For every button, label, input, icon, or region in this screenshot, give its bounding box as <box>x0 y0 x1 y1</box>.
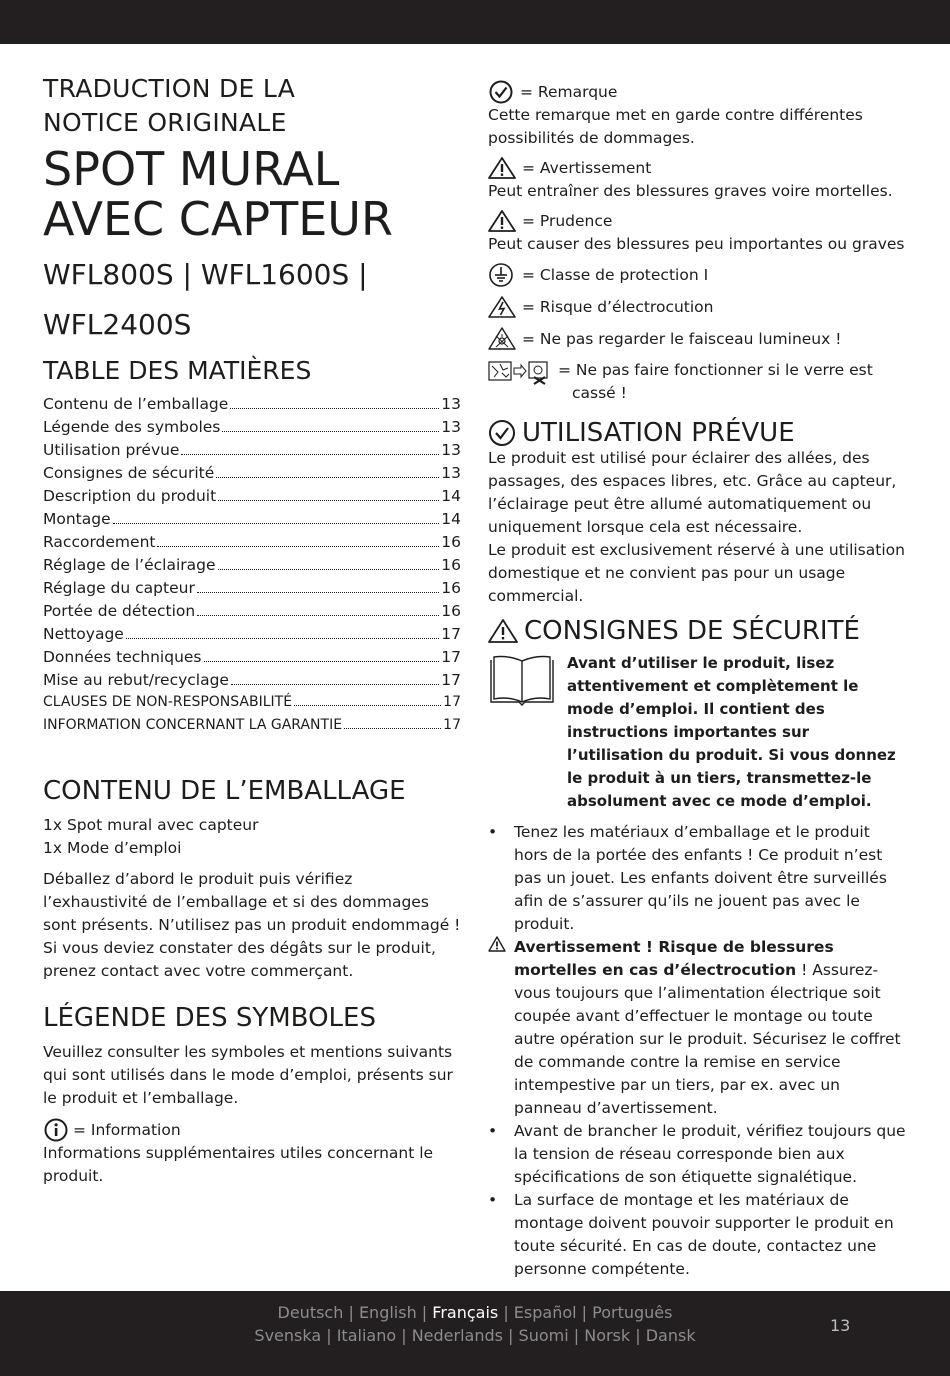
language-separator: | <box>396 1326 412 1345</box>
toc-label: Contenu de l’emballage <box>43 395 229 413</box>
toc-leader-dots <box>222 431 439 432</box>
safety-heading-row <box>488 615 908 646</box>
toc-label: Raccordement <box>43 533 156 551</box>
toc-row[interactable] <box>43 418 461 441</box>
safety-bullet-1: Tenez les matériaux d’emballage et le produit hors de la portée des enfants ! Ce produit n’est pas un jouet. Les enfants doivent être surveillés afin de s’assurer qu’ils ne jouent pas avec le produit. <box>514 823 887 933</box>
info-symbol-row <box>43 1118 461 1142</box>
glass-symbol-row <box>488 359 908 405</box>
usage-text-1: Le produit est utilisé pour éclairer des allées, des passages, des espaces libres, etc. Grâce au capteur, l’éclairage peut être allumé automatiquement ou uniquement lorsque cela est nécessaire. <box>488 449 897 536</box>
toc-page-number: 14 <box>441 487 461 505</box>
toc-leader-dots <box>204 661 440 662</box>
beam-label: = Ne pas regarder le faisceau lumineux ! <box>522 329 842 348</box>
models-line-2: WFL2400S <box>43 308 192 341</box>
open-book-icon <box>488 654 556 708</box>
language-link[interactable]: Español <box>513 1303 577 1322</box>
language-separator: | <box>416 1303 433 1322</box>
toc-page-number: 13 <box>441 418 461 436</box>
read-manual-text: Avant d’utiliser le produit, lisez attentivement et complètement le mode d’emploi. Il contient des instructions importantes sur l’utilisation du produit. Si vous donnez le produit à un tiers, transmettez-le absolument avec ce mode d’emploi. <box>567 654 896 810</box>
language-selector-row-2 <box>0 1326 950 1345</box>
language-separator: | <box>502 1326 519 1345</box>
language-link[interactable]: Nederlands <box>411 1326 503 1345</box>
glass-label-line1: = Ne pas faire fonctionner si le verre est <box>558 361 873 379</box>
contents-item: 1x Spot mural avec capteur <box>43 816 259 834</box>
remark-text: Cette remarque met en garde contre différentes possibilités de dommages. <box>488 106 863 147</box>
usage-heading: UTILISATION PRÉVUE <box>522 417 795 448</box>
contents-text: Déballez d’abord le produit puis vérifiez l’exhaustivité de l’emballage et si des dommages sont présents. N’utilisez pas un produit endommagé ! Si vous deviez constater des dégâts sur le produit, prenez contact avec votre commerçant. <box>43 870 461 980</box>
toc-row[interactable] <box>43 464 461 487</box>
check-circle-icon <box>488 80 516 104</box>
toc-heading: TABLE DES MATIÈRES <box>43 356 312 385</box>
toc-page-number: 16 <box>441 533 461 551</box>
broken-glass-icon <box>488 359 552 385</box>
electric-shock-icon <box>488 295 518 319</box>
list-item: • Tenez les matériaux d’emballage et le produit hors de la portée des enfants ! Ce produit n’est pas un jouet. Les enfants doivent être surveillés afin de s’assurer qu’ils ne jouent pas avec le produit. <box>488 823 887 933</box>
top-bar <box>0 0 950 44</box>
title-line-1: SPOT MURAL <box>43 142 340 196</box>
usage-text-2: Le produit est exclusivement réservé à une utilisation domestique et ne convient pas pour un usage commercial. <box>488 541 905 605</box>
toc-page-number: 17 <box>441 648 461 666</box>
warning-text: Peut entraîner des blessures graves voire mortelles. <box>488 182 893 200</box>
toc-label: Consignes de sécurité <box>43 464 215 482</box>
product-title <box>43 144 461 244</box>
toc-row[interactable] <box>43 625 461 648</box>
toc-leader-dots <box>230 408 439 409</box>
toc-page-number: 16 <box>441 602 461 620</box>
ground-protection-icon <box>488 262 518 288</box>
toc-page-number: 17 <box>441 625 461 643</box>
electro-label: = Risque d’électrocution <box>522 297 714 316</box>
contents-heading: CONTENU DE L’EMBALLAGE <box>43 776 406 806</box>
toc-leader-dots <box>113 523 440 524</box>
usage-heading-row <box>488 419 908 447</box>
info-label: = Information <box>73 1120 181 1139</box>
toc-label: Légende des symboles <box>43 418 221 436</box>
title-line-2: AVEC CAPTEUR <box>43 192 393 246</box>
language-separator: | <box>498 1303 514 1322</box>
toc-row[interactable] <box>43 648 461 671</box>
language-link[interactable]: Italiano <box>336 1326 397 1345</box>
toc-row[interactable] <box>43 556 461 579</box>
toc-label: INFORMATION CONCERNANT LA GARANTIE <box>43 717 343 733</box>
language-link[interactable]: Deutsch <box>277 1303 344 1322</box>
language-separator: | <box>321 1326 337 1345</box>
info-icon <box>43 1118 69 1142</box>
no-stare-beam-icon <box>488 326 518 352</box>
toc-leader-dots <box>218 569 440 570</box>
toc-leader-dots <box>216 477 439 478</box>
legend-heading: LÉGENDE DES SYMBOLES <box>43 1003 376 1033</box>
language-separator: | <box>343 1303 359 1322</box>
page-number: 13 <box>830 1316 851 1335</box>
list-item: • La surface de montage et les matériaux de montage doivent pouvoir supporter le produit en toute sécurité. En cas de doute, contactez une personne compétente. <box>488 1191 894 1278</box>
toc-page-number: 16 <box>441 579 461 597</box>
toc-leader-dots <box>181 454 439 455</box>
language-link[interactable]: English <box>358 1303 417 1322</box>
toc-row[interactable] <box>43 510 461 533</box>
models-line-1: WFL800S | WFL1600S | <box>43 258 368 291</box>
info-text: Informations supplémentaires utiles concernant le produit. <box>43 1144 434 1185</box>
warning-triangle-icon <box>488 156 518 180</box>
toc-label: Réglage de l’éclairage <box>43 556 216 574</box>
toc-row[interactable] <box>43 671 461 694</box>
toc-page-number: 17 <box>443 694 461 710</box>
safety-warning-text: ! Assurez-vous toujours que l’alimentation électrique soit coupée avant d’effectuer le montage ou toute autre opération sur le produit. Sécurisez le coffret de commande contre la remise en service intempestive par un tiers, par ex. avec un panneau d’avertissement. <box>514 961 901 1117</box>
table-of-contents <box>43 395 461 740</box>
electro-symbol-row <box>488 295 908 319</box>
remark-symbol-row <box>488 80 908 104</box>
document-kicker: TRADUCTION DE LA NOTICE ORIGINALE <box>43 74 296 137</box>
language-link[interactable]: Português <box>592 1303 673 1322</box>
class1-symbol-row <box>488 262 908 288</box>
language-link[interactable]: Norsk <box>584 1326 631 1345</box>
caution-symbol-row <box>488 209 908 233</box>
language-separator: | <box>576 1303 593 1322</box>
toc-row[interactable] <box>43 395 461 418</box>
toc-label: Portée de détection <box>43 602 196 620</box>
language-selector-row-1 <box>0 1303 950 1322</box>
toc-leader-dots <box>126 638 439 639</box>
read-manual-note <box>488 652 908 813</box>
toc-row[interactable] <box>43 487 461 510</box>
list-item <box>488 936 908 1120</box>
beam-symbol-row <box>488 326 908 352</box>
list-item: • Avant de brancher le produit, vérifiez toujours que la tension de réseau corresponde bien aux spécifications de son étiquette signalétique. <box>488 1122 906 1186</box>
toc-label: Données techniques <box>43 648 202 666</box>
toc-label: Nettoyage <box>43 625 124 643</box>
language-link[interactable]: Suomi <box>518 1326 569 1345</box>
language-separator: | <box>568 1326 585 1345</box>
safety-warning-bold: Avertissement ! Risque de blessures mortelles en cas d’électrocution <box>514 938 834 979</box>
toc-row[interactable] <box>43 717 461 740</box>
contents-item: 1x Mode d’emploi <box>43 839 182 857</box>
legend-intro: Veuillez consulter les symboles et mentions suivants qui sont utilisés dans le mode d’emploi, présents sur le produit et l’emballage. <box>43 1043 453 1107</box>
toc-leader-dots <box>197 592 439 593</box>
safety-list <box>488 821 908 1281</box>
language-link[interactable]: Français <box>432 1303 499 1322</box>
right-column <box>488 80 908 1281</box>
toc-label: Utilisation prévue <box>43 441 180 459</box>
toc-row[interactable] <box>43 602 461 625</box>
toc-leader-dots <box>344 728 441 729</box>
check-circle-icon <box>488 419 518 447</box>
glass-label-line2: cassé ! <box>572 384 627 402</box>
language-link[interactable]: Dansk <box>645 1326 696 1345</box>
toc-page-number: 16 <box>441 556 461 574</box>
toc-page-number: 13 <box>441 395 461 413</box>
safety-heading: CONSIGNES DE SÉCURITÉ <box>524 615 860 646</box>
remark-label: = Remarque <box>520 82 618 101</box>
toc-page-number: 14 <box>441 510 461 528</box>
safety-bullet-2: Avant de brancher le produit, vérifiez toujours que la tension de réseau corresponde bien aux spécifications de son étiquette signalétique. <box>514 1122 906 1186</box>
caution-triangle-icon <box>488 209 518 233</box>
language-separator: | <box>630 1326 646 1345</box>
caution-text: Peut causer des blessures peu importantes ou graves <box>488 235 905 253</box>
class1-label: = Classe de protection I <box>522 265 709 284</box>
toc-leader-dots <box>197 615 439 616</box>
safety-bullet-3: La surface de montage et les matériaux de montage doivent pouvoir supporter le produit en toute sécurité. En cas de doute, contactez une personne compétente. <box>514 1191 894 1278</box>
warning-triangle-icon <box>488 936 506 952</box>
toc-leader-dots <box>231 684 439 685</box>
warning-triangle-icon <box>488 618 520 644</box>
toc-label: Description du produit <box>43 487 217 505</box>
toc-label: CLAUSES DE NON-RESPONSABILITÉ <box>43 694 293 710</box>
warning-symbol-row <box>488 156 908 180</box>
toc-row[interactable] <box>43 694 461 717</box>
toc-label: Mise au rebut/recyclage <box>43 671 229 689</box>
toc-row[interactable] <box>43 533 461 556</box>
left-column <box>43 72 461 1188</box>
caution-label: = Prudence <box>522 211 613 230</box>
warning-label: = Avertissement <box>522 158 652 177</box>
toc-label: Montage <box>43 510 111 528</box>
toc-label: Réglage du capteur <box>43 579 195 597</box>
toc-page-number: 17 <box>441 671 461 689</box>
toc-page-number: 13 <box>441 441 461 459</box>
toc-page-number: 17 <box>443 717 461 733</box>
toc-page-number: 13 <box>441 464 461 482</box>
toc-leader-dots <box>294 705 441 706</box>
model-numbers <box>43 250 461 350</box>
toc-row[interactable] <box>43 441 461 464</box>
toc-leader-dots <box>157 546 439 547</box>
toc-row[interactable] <box>43 579 461 602</box>
language-link[interactable]: Svenska <box>254 1326 322 1345</box>
toc-leader-dots <box>218 500 439 501</box>
